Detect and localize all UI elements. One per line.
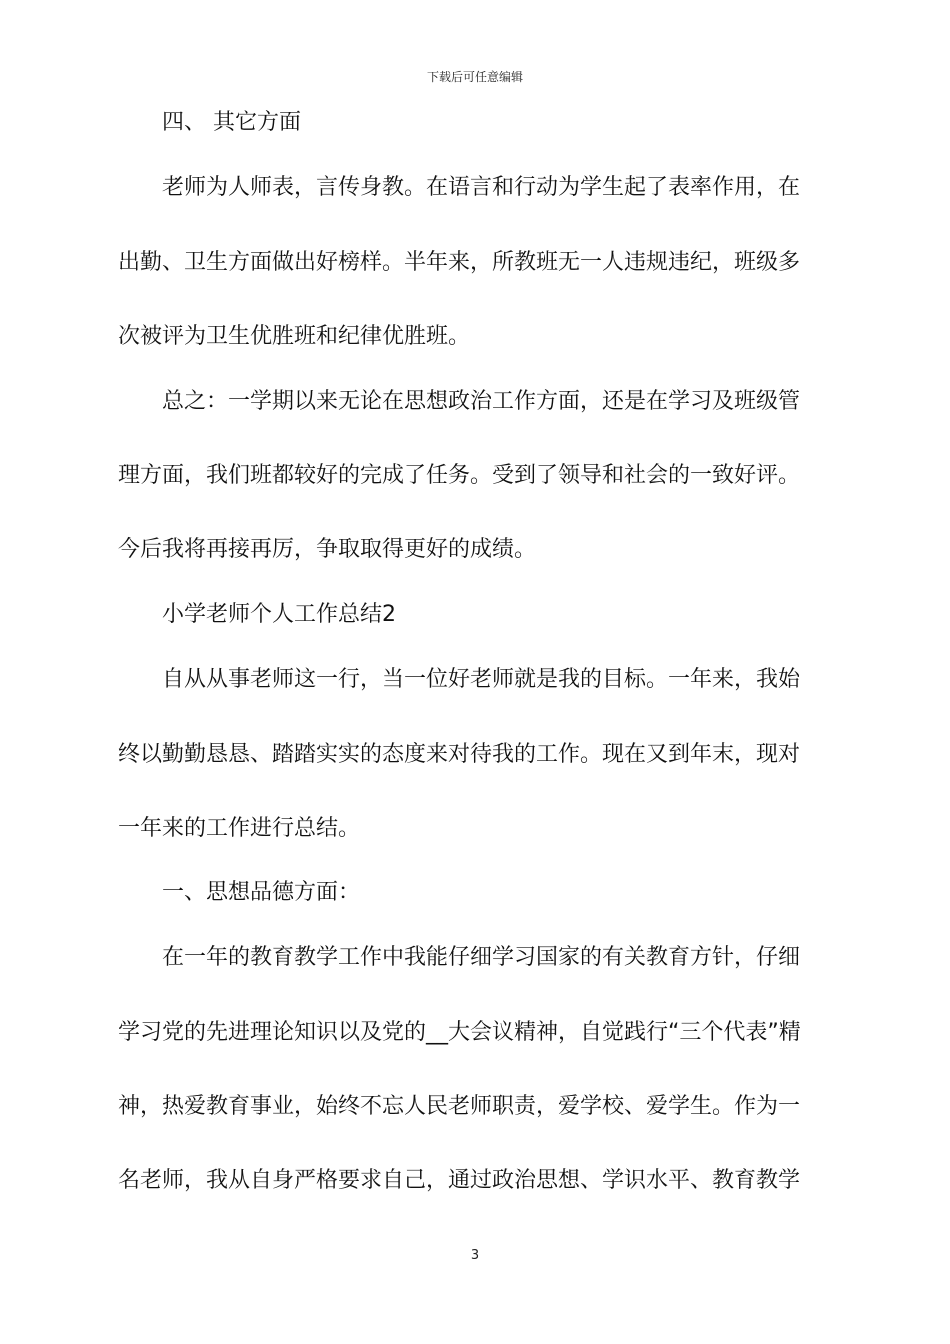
paragraph-line: 一年来的工作进行总结。 — [118, 816, 361, 841]
paragraph-line: 终以勤勤恳恳、踏踏实实的态度来对待我的工作。现在又到年末，现对 — [118, 742, 801, 767]
paragraph-line: 理方面，我们班都较好的完成了任务。受到了领导和社会的一致好评。 — [118, 463, 801, 488]
subtitle: 小学老师个人工作总结2 — [162, 602, 396, 627]
page-number: 3 — [470, 1248, 480, 1263]
paragraph-line: 神，热爱教育事业，始终不忘人民老师职责，爱学校、爱学生。作为一 — [118, 1094, 801, 1119]
paragraph-line: 次被评为卫生优胜班和纪律优胜班。 — [118, 324, 471, 349]
section-heading-ideology: 一、思想品德方面： — [162, 880, 361, 905]
paragraph-line: 出勤、卫生方面做出好榜样。半年来，所教班无一人违规违纪，班级多 — [118, 250, 801, 275]
header-note: 下载后可任意编辑 — [426, 70, 523, 84]
paragraph-line: 学习党的先进理论知识以及党的__大会议精神，自觉践行“三个代表”精 — [118, 1020, 801, 1045]
paragraph-line: 老师为人师表，言传身教。在语言和行动为学生起了表率作用，在 — [162, 175, 801, 200]
paragraph-line: 总之：一学期以来无论在思想政治工作方面，还是在学习及班级管 — [162, 389, 801, 414]
paragraph-line: 自从从事老师这一行，当一位好老师就是我的目标。一年来，我始 — [162, 667, 801, 692]
paragraph-line: 在一年的教育教学工作中我能仔细学习国家的有关教育方针，仔细 — [162, 945, 801, 970]
paragraph-line: 今后我将再接再厉，争取取得更好的成绩。 — [118, 537, 537, 562]
section-heading-other: 四、 其它方面 — [162, 110, 301, 135]
paragraph-line: 名老师，我从自身严格要求自己，通过政治思想、学识水平、教育教学 — [118, 1168, 801, 1193]
